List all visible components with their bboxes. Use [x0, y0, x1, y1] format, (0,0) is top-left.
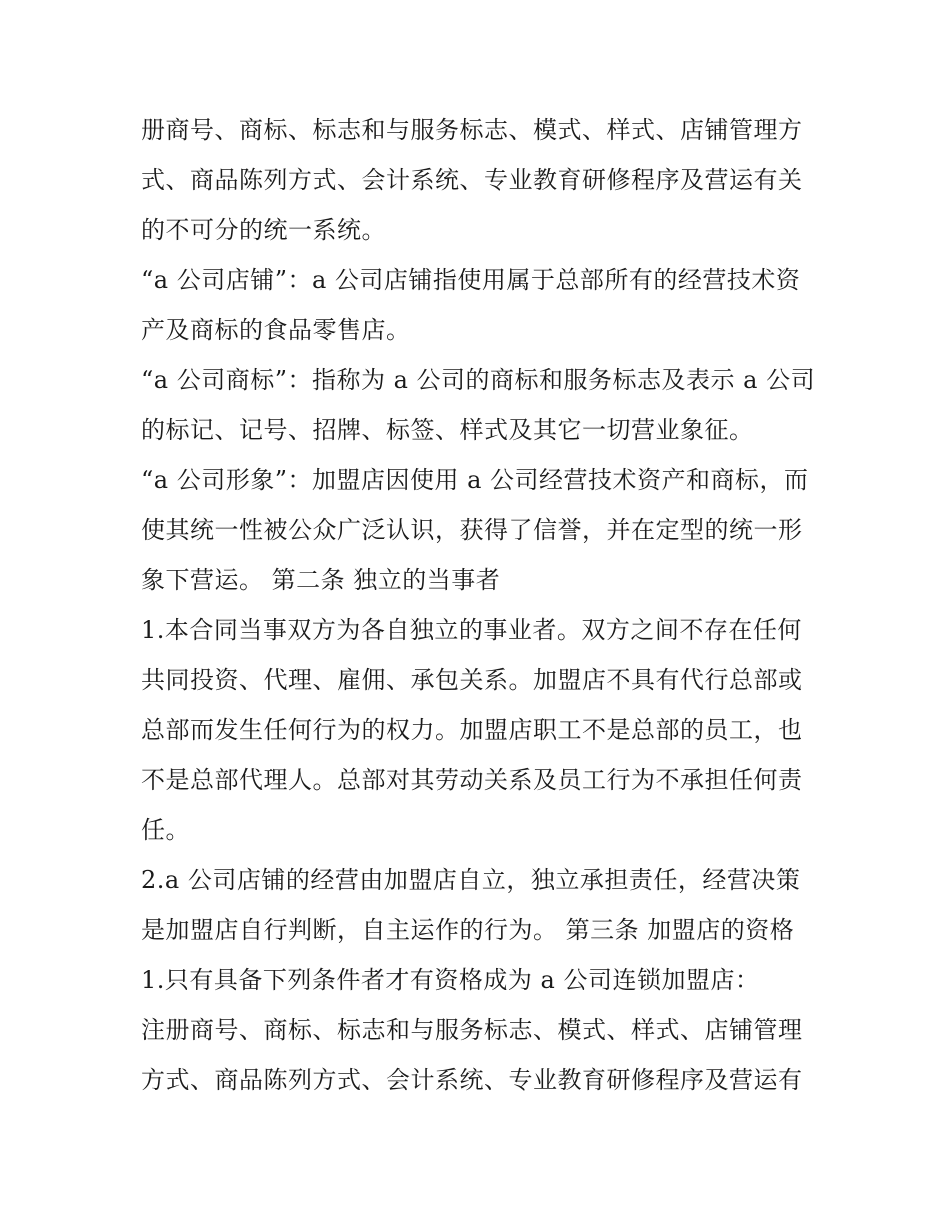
- text-line: 象下营运。 第二条 独立的当事者: [141, 566, 501, 594]
- text-line: 总部而发生任何行为的权力。加盟店职工不是总部的员工，也: [141, 716, 803, 744]
- text-line: 共同投资、代理、雇佣、承包关系。加盟店不具有代行总部或: [141, 666, 803, 694]
- text-line: 2.a 公司店铺的经营由加盟店自立，独立承担责任，经营决策: [141, 866, 801, 894]
- document-body: [141, 105, 821, 1105]
- text-line: 的标记、记号、招牌、标签、样式及其它一切营业象征。: [141, 416, 754, 444]
- text-line: 的不可分的统一系统。: [141, 216, 386, 244]
- text-line: “a 公司店铺”：a 公司店铺指使用属于总部所有的经营技术资: [141, 266, 801, 294]
- text-line: 1.本合同当事双方为各自独立的事业者。双方之间不存在任何: [141, 616, 802, 644]
- text-line: 式、商品陈列方式、会计系统、专业教育研修程序及营运有关: [141, 166, 803, 194]
- text-line: 1.只有具备下列条件者才有资格成为 a 公司连锁加盟店：: [141, 966, 760, 994]
- text-line: 册商号、商标、标志和与服务标志、模式、样式、店铺管理方: [141, 116, 803, 144]
- text-line: 不是总部代理人。总部对其劳动关系及员工行为不承担任何责: [141, 766, 803, 794]
- text-line: “a 公司商标”：指称为 a 公司的商标和服务标志及表示 a 公司: [141, 366, 816, 394]
- text-line: 使其统一性被公众广泛认识，获得了信誉，并在定型的统一形: [141, 516, 803, 544]
- text-line: 是加盟店自行判断，自主运作的行为。 第三条 加盟店的资格: [141, 916, 795, 944]
- text-line: 方式、商品陈列方式、会计系统、专业教育研修程序及营运有: [141, 1066, 803, 1094]
- text-line: “a 公司形象”：加盟店因使用 a 公司经营技术资产和商标，而: [141, 466, 809, 494]
- text-line: 任。: [141, 816, 190, 844]
- text-line: 产及商标的食品零售店。: [141, 316, 411, 344]
- text-line: 注册商号、商标、标志和与服务标志、模式、样式、店铺管理: [141, 1016, 803, 1044]
